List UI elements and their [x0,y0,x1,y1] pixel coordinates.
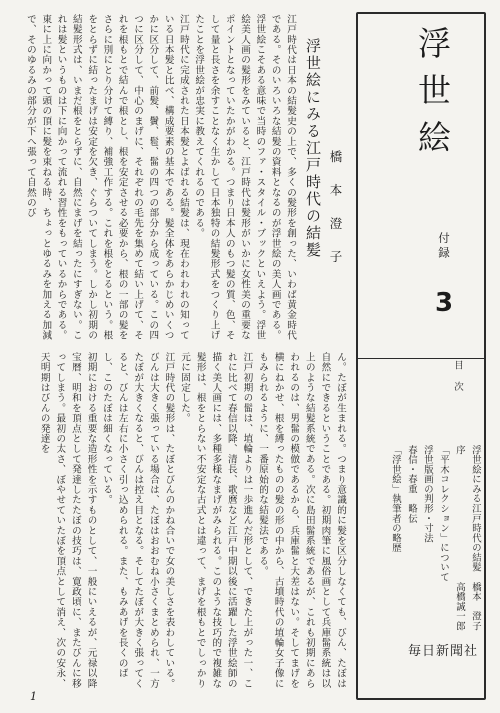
toc-entry: 序 高橋誠一郎 [454,445,465,632]
toc-entry: 春信・春重 略伝 [406,445,417,524]
appendix-number: 3 [434,288,454,318]
booklet-title: 浮世絵 [413,26,452,167]
appendix-label: 付録 [437,232,451,261]
toc-entry: 浮世版画の判形・寸法 [422,445,433,543]
article-body-upper: 江戸時代は日本の結髪史の上で、多くの髪形を創った、いわば黄金時代である。そのいろいろな結髪の資料となるのが浮世絵の美人画である。浮世絵こそある意味で当時のファ・スタイル・ブックといえよう。浮世絵美人画の髪形をみていると、江戸時代は髪形がいかに女性美の重要なポイントとなっていたかがわかる。つまり日本人のもつ髪の質、色、そして量と長さを余すことなく生かして日本独特の結髪形式をつくり上げたことを浮世絵が忠実に教えてくれるのである。 江戸時代に完成された日本髪とよばれる結髪は、現在われわれの知っている日本髪と比べ、構成要素の基本である。髪全体をあらかじめいくつかに区分して、前髪、鬢、髱、髷の四つの部分から成っている。この四つに区分して、中心のまげに、それぞれの毛先を集めて結い上げて、それを根もとで結んで根とし、根を安定させる必要から、根の一部の髪をさらに別にとり分けて縛り、補強工作する。これを根をとるという。根をとらずに結ったまげは安定を欠き、ぐらついてしまう。しかし初期の結髪形式は、いまだ根をとらずに、自然にまげを結ったにすぎない。これは髪というものは下に向かって流れる習性をもっているからである。東に上に向かって頭の頂に髪を束ねる時、ちょっとゆるみを加える加減で、そのゆるみの部分が下へ張って自然のび [24,14,296,341]
panel-divider [356,358,486,359]
publisher-name: 毎日新聞社 [408,644,479,659]
toc-entry: 「浮世絵」執筆者の略歴 [390,445,401,553]
toc-entry: 浮世絵にみる江戸時代の結髪 橋本 澄子 [470,445,481,632]
article-author: 橋 本 澄 子 [328,150,343,267]
table-of-contents [360,445,482,645]
article-title: 浮世絵にみる江戸時代の結髪 [304,38,322,259]
toc-heading: 目次 [452,360,463,403]
toc-entry: 「平木コレクション」について [438,445,449,583]
article-body-lower: ん。たぼが生まれる。つまり意識的に髪を区分しなくても、びん、たぼは自然にできるということである。初期肉筆に風俗画として兵庫髷系統は以上のような結髪系統である。次に島田髷系統であるが、これも初期にあらわれるのは、男髷の模倣であるから、兵庫髷と大差はない。そしてまげを横にねかせ、根を縛ったものの髪の形の中から、古墳時代の埴輪女子像にもみられるように、一番原始的な結髪法である。 江戸初期の髷は、埴輪よりは一歩進んだ形として、できた上がった一、これに比べて春信以降、清長、歌麿など江戸中期以後に活躍した浮世絵師の描く美人画には、多種多様なまげがみられる。このような技巧的で複雑な髪形は、根をとらない不安定な古式とは違って、まげを根もとでしっかり元に固定した。 江戸時代の髪形は、たぼとびんのかね合いで女の美しさを表わしている。びんは大きく張っている場合は、たぼはおおむね小さくまとめられ、一方たぼが大きくなると、びんは控え目となる。そしてたぼが大きく張ってくると、びんは左右に小さく引っ込められる。また、もみあげを長くのばし、このたぼは細くなっている。 初期における重要な造形性を示すものとして、一般にいえるが、元禄以降宝暦、明和を頂点として発達したたぼの技巧は、寛政頃に、またびんに移ってしまう。最初の太さ、ぼやせていたぼを頂点として消え、次の安永、天明期はびんの発達を [38,352,346,689]
page-number: 1 [30,690,37,703]
